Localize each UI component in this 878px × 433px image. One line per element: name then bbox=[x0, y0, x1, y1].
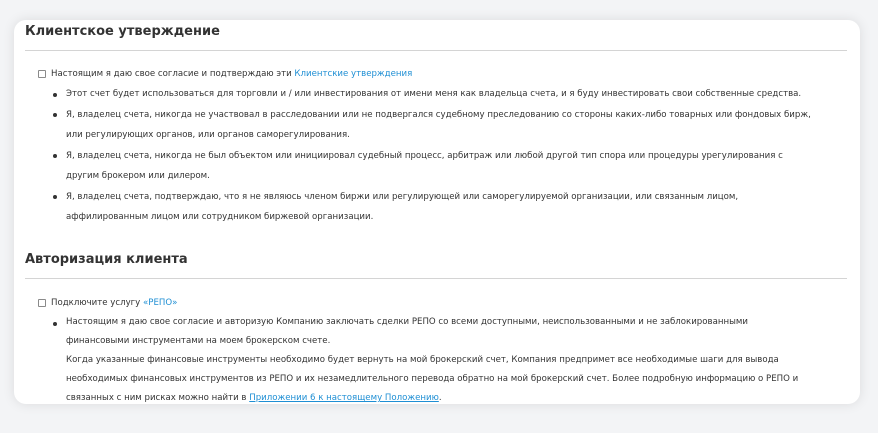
repo-link[interactable]: «РЕПО» bbox=[143, 298, 178, 308]
list-item-line: Этот счет будет использоваться для торговли и / или инвестирования от имени меня как владельца счета, и я буду инвестировать свои собственные средства. bbox=[66, 89, 802, 99]
list-item-line: Настоящим я даю свое согласие и авторизую Компанию заключать сделки РЕПО со всеми доступными, неиспользованными и не заблокированными bbox=[66, 317, 748, 327]
client-authorization-list bbox=[52, 313, 852, 404]
list-item-line: необходимых финансовых инструментов из РЕПО и их незамедлительного перевода обратно на мой брокерский счет. Более подробную информацию о РЕПО и bbox=[66, 374, 799, 384]
list-item bbox=[52, 105, 852, 146]
appendix-6-link[interactable]: Приложении 6 к настоящему Положению bbox=[249, 393, 439, 403]
repo-checkbox-row[interactable] bbox=[38, 298, 177, 308]
consent-checkbox[interactable] bbox=[38, 70, 46, 78]
list-item-line: Я, владелец счета, никогда не участвовал в расследовании или не подвергался судебному преследованию со стороны каких-либо товарных или фондовых бирж, bbox=[66, 109, 811, 120]
list-item-line: аффилированным лицом или сотрудником биржевой организации. bbox=[66, 212, 374, 222]
list-item-line: финансовыми инструментами на моем брокерском счете. bbox=[66, 336, 331, 346]
list-item bbox=[52, 313, 852, 404]
consent-checkbox-row[interactable] bbox=[38, 69, 412, 79]
list-item-line: или регулирующих органов, или органов саморегулирования. bbox=[66, 130, 350, 140]
list-item-line: другим брокером или дилером. bbox=[66, 171, 210, 181]
section-divider bbox=[25, 278, 847, 279]
form-card bbox=[14, 20, 860, 404]
repo-label: Подключите услугу bbox=[51, 298, 141, 308]
client-statement-list bbox=[52, 84, 852, 228]
list-item bbox=[52, 84, 852, 105]
list-item-line: Я, владелец счета, никогда не был объектом или инициировал судебный процесс, арбитраж или любой другой тип спора или процедуры урегулирования с bbox=[66, 150, 783, 161]
last-line-suffix: . bbox=[438, 393, 442, 403]
consent-label: Настоящим я даю свое согласие и подтверждаю эти bbox=[51, 69, 292, 79]
section-divider bbox=[25, 50, 847, 51]
list-item-line bbox=[66, 389, 852, 404]
section-title-client-authorization: Авторизация клиента bbox=[25, 252, 188, 267]
list-item bbox=[52, 187, 852, 228]
list-item-line: Когда указанные финансовые инструменты необходимо будет вернуть на мой брокерский счет, Компания предпримет все необходимые шаги для вывода bbox=[66, 355, 779, 365]
list-item bbox=[52, 146, 852, 187]
last-line-text: связанных с ним рисках можно найти в bbox=[66, 393, 247, 403]
section-title-client-statement: Клиентское утверждение bbox=[25, 24, 220, 39]
client-statements-link[interactable]: Клиентские утверждения bbox=[294, 69, 413, 79]
list-item-line: Я, владелец счета, подтверждаю, что я не являюсь членом биржи или регулирующей или саморегулируемой организации, или связанным лицом, bbox=[66, 191, 739, 202]
repo-checkbox[interactable] bbox=[38, 299, 46, 307]
